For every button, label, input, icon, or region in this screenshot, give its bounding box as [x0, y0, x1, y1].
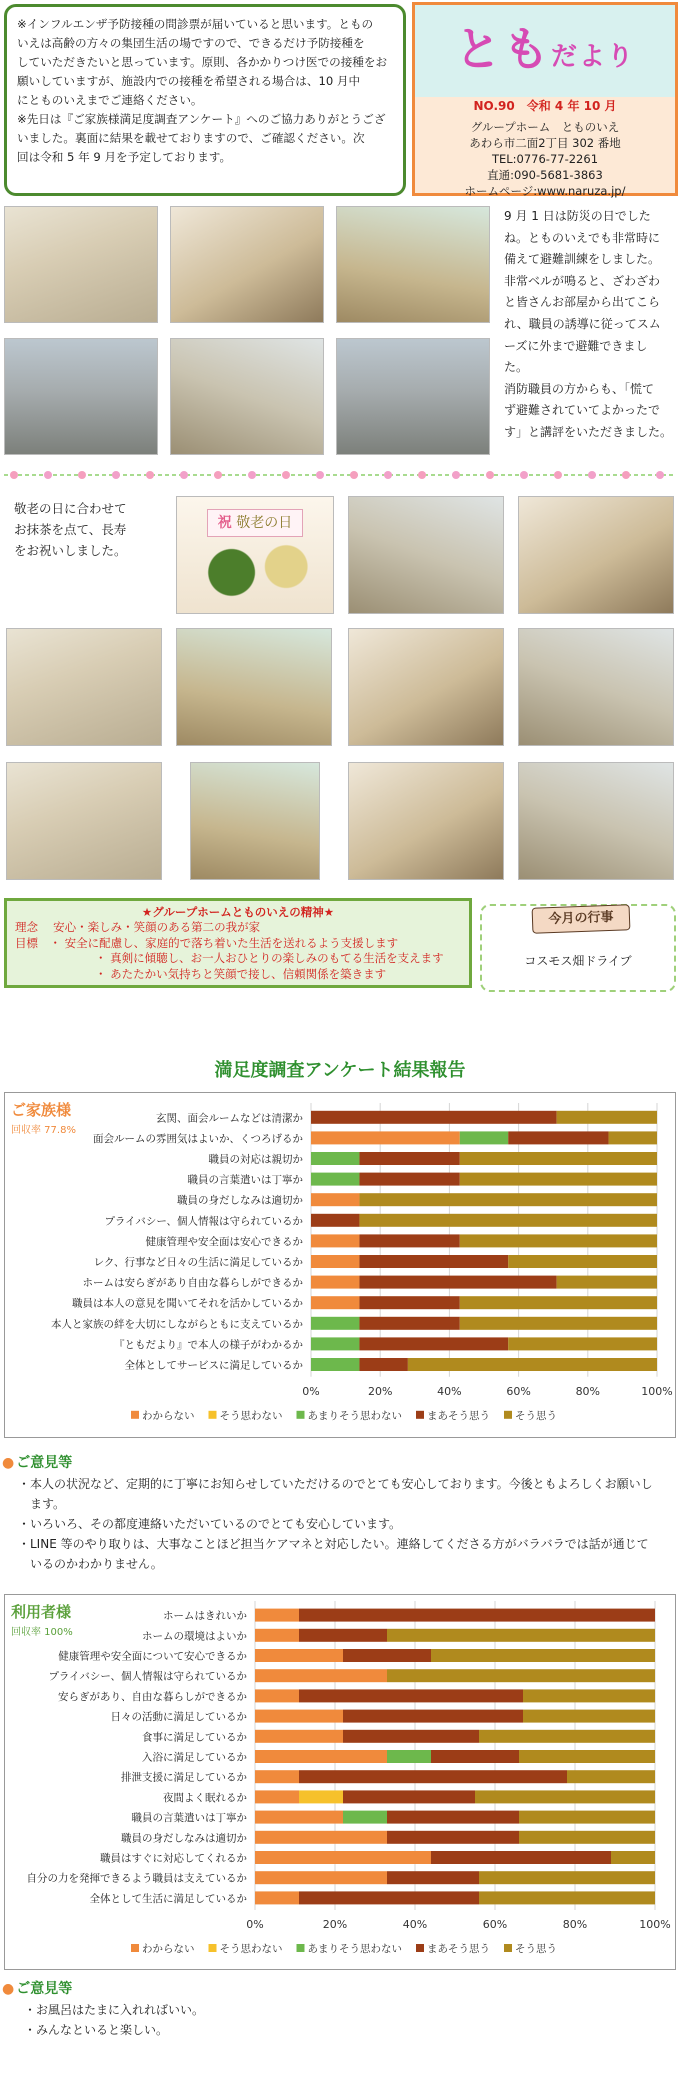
legend-swatch — [504, 1944, 512, 1952]
flower-icon — [656, 471, 664, 479]
bar-segment — [460, 1296, 657, 1309]
category-label: ホームはきれいか — [163, 1610, 247, 1623]
legend-label: そう思う — [515, 1409, 557, 1422]
bar-segment — [311, 1193, 359, 1206]
story-line: た。 — [504, 360, 529, 375]
issue-number: NO.90 令和 4 年 10 月 — [415, 97, 675, 117]
bar-segment — [387, 1811, 519, 1824]
family-opinion-title: ● ご意見等 — [2, 1452, 72, 1472]
bar-segment — [359, 1337, 508, 1350]
bar-segment — [387, 1629, 655, 1642]
philosophy-goal: ・ あたたかい気持ちと笑顔で接し、信頼関係を築きます — [95, 966, 387, 981]
story-line: 備えて避難訓練をしました。 — [504, 252, 661, 267]
flower-icon — [180, 471, 188, 479]
notice-box — [4, 4, 406, 196]
philosophy-goal — [15, 936, 461, 951]
rinen-label: 理念 — [15, 920, 38, 935]
users-label: 利用者様 — [11, 1603, 72, 1621]
keirou-photo — [176, 628, 332, 746]
keirou-sign — [207, 509, 303, 537]
x-tick-label: 60% — [506, 1384, 531, 1398]
notice-line: ※インフルエンザ予防接種の問診票が届いていると思います。ともの — [17, 17, 374, 31]
legend-swatch — [416, 1411, 424, 1419]
keirou-photo — [348, 496, 504, 614]
legend-swatch — [209, 1944, 217, 1952]
bar-segment — [359, 1255, 508, 1268]
keirou-line: お抹茶を点て、長寿 — [14, 522, 127, 537]
bar-segment — [255, 1629, 299, 1642]
drill-photo — [336, 338, 490, 455]
category-label: 職員の身だしなみは適切か — [121, 1832, 247, 1845]
category-label: 面会ルームの雰囲気はよいか、くつろげるか — [93, 1132, 303, 1145]
category-label: 健康管理や安全面は安心できるか — [145, 1235, 303, 1248]
org-name: グループホーム とものいえ — [470, 120, 620, 134]
x-tick-label: 40% — [437, 1384, 462, 1398]
story-line: ね。とものいえでも非常時に — [504, 230, 661, 245]
bar-segment — [508, 1337, 657, 1350]
category-label: プライバシー、個人情報は守られているか — [48, 1670, 247, 1683]
opinion-line: ・いろいろ、その都度連絡いただいているのでとても安心しています。 — [18, 1517, 402, 1531]
category-label: プライバシー、個人情報は守られているか — [104, 1215, 303, 1228]
monthly-event — [480, 904, 676, 992]
bar-segment — [359, 1152, 459, 1165]
legend-label: わからない — [142, 1943, 195, 1955]
goal-text: ・ 安全に配慮し、家庭的で落ち着いた生活を送れるよう支援します — [49, 935, 399, 950]
flower-icon — [554, 471, 562, 479]
bar-segment — [311, 1276, 359, 1289]
x-tick-label: 0% — [246, 1918, 264, 1931]
bar-segment — [359, 1234, 459, 1247]
opinion-line: ・お風呂はたまに入れればいい。 — [24, 2003, 205, 2017]
drill-photo — [170, 206, 324, 323]
bar-segment — [431, 1649, 655, 1662]
flower-icon — [452, 471, 460, 479]
legend-label: そう思わない — [219, 1943, 283, 1955]
users-recovery: 回収率 100% — [11, 1627, 73, 1638]
bar-segment — [311, 1111, 557, 1124]
flower-icon — [44, 471, 52, 479]
bar-segment — [255, 1609, 299, 1622]
bar-segment — [460, 1317, 657, 1330]
logo-small: だより — [550, 42, 635, 72]
notice-line: ※先日は『ご家族様満足度調査アンケート』へのご協力ありがとうござ — [17, 112, 386, 126]
rinen-text: 安心・楽しみ・笑顔のある第二の我が家 — [53, 920, 261, 935]
bar-segment — [255, 1669, 387, 1682]
bar-segment — [343, 1730, 479, 1743]
bar-segment — [523, 1689, 655, 1702]
drill-photo — [170, 338, 324, 455]
bar-segment — [255, 1851, 431, 1864]
bar-segment — [255, 1750, 387, 1763]
goal-label: 目標 — [15, 935, 38, 950]
survey-title: 満足度調査アンケート結果報告 — [214, 1060, 466, 1081]
bar-segment — [508, 1255, 657, 1268]
philosophy-box — [4, 898, 472, 988]
bar-segment — [479, 1871, 655, 1884]
category-label: 職員の対応は親切か — [208, 1153, 303, 1166]
story-line: ーズに外まで避難できまし — [504, 338, 648, 353]
opinion-line: ます。 — [18, 1497, 66, 1511]
category-label: 安らぎがあり、自由な暮らしができるか — [58, 1690, 247, 1703]
newsletter-logo — [455, 22, 635, 76]
legend-label: まあそう思う — [427, 1409, 490, 1422]
bar-segment — [431, 1851, 611, 1864]
bar-segment — [359, 1214, 657, 1227]
bar-segment — [255, 1790, 299, 1803]
category-label: 入浴に満足しているか — [142, 1751, 247, 1764]
bar-segment — [359, 1173, 459, 1186]
keirou-photo — [190, 762, 320, 880]
bar-segment — [255, 1871, 387, 1884]
bar-segment — [523, 1710, 655, 1723]
bar-segment — [311, 1296, 359, 1309]
bar-segment — [311, 1173, 359, 1186]
bar-segment — [343, 1811, 387, 1824]
category-label: 全体として生活に満足しているか — [89, 1892, 247, 1905]
logo-main: とも — [454, 22, 551, 76]
category-label: 排泄支援に満足しているか — [121, 1771, 247, 1784]
bar-segment — [343, 1790, 475, 1803]
bar-segment — [431, 1750, 519, 1763]
keirou-text — [14, 498, 164, 561]
flower-icon — [10, 471, 18, 479]
philosophy-goal: ・ 真剣に傾聴し、お一人おひとりの楽しみのもてる生活を支えます — [95, 951, 444, 966]
category-label: 日々の活動に満足しているか — [110, 1711, 247, 1724]
tel: TEL:0776-77-2261 — [491, 152, 599, 166]
category-label: ホームは安らぎがあり自由な暮らしができるか — [82, 1277, 303, 1290]
drill-story — [504, 206, 680, 444]
bar-segment — [255, 1689, 299, 1702]
bar-segment — [343, 1649, 431, 1662]
drill-photo — [4, 206, 158, 323]
keirou-photo — [6, 628, 162, 746]
bar-segment — [519, 1750, 655, 1763]
bar-segment — [311, 1234, 359, 1247]
bar-segment — [460, 1152, 657, 1165]
bar-segment — [387, 1669, 655, 1682]
bar-segment — [508, 1131, 608, 1144]
keirou-line: をお祝いしました。 — [14, 543, 127, 558]
users-opinion-title: ● ご意見等 — [2, 1978, 72, 1998]
bar-segment — [460, 1131, 508, 1144]
flower-icon — [418, 471, 426, 479]
notice-line: していただきたいと思っています。原則、各かかりつけ医での接種をお — [17, 55, 388, 69]
category-label: 健康管理や安全面について安心できるか — [58, 1650, 247, 1663]
bar-segment — [519, 1831, 655, 1844]
category-label: 自分の力を発揮できるよう職員は支えているか — [26, 1872, 247, 1885]
family-opinions — [18, 1474, 678, 1574]
flower-icon — [78, 471, 86, 479]
bar-segment — [359, 1358, 407, 1371]
sign-text: 敬老の日 — [236, 515, 293, 531]
bar-segment — [359, 1317, 459, 1330]
category-label: 食事に満足しているか — [142, 1731, 247, 1744]
bar-segment — [387, 1831, 519, 1844]
legend-label: わからない — [142, 1409, 195, 1422]
legend-swatch — [297, 1411, 305, 1419]
x-tick-label: 80% — [575, 1384, 601, 1398]
bar-segment — [567, 1770, 655, 1783]
matcha-photo — [176, 496, 334, 614]
bar-segment — [359, 1193, 657, 1206]
bar-segment — [299, 1790, 343, 1803]
opinion-line: ・本人の状況など、定期的に丁寧にお知らせしていただけるのでとても安心しております。今後ともよろしくお願いし — [18, 1477, 653, 1491]
philosophy-rinen — [15, 920, 461, 935]
legend-label: まあそう思う — [427, 1943, 490, 1955]
bar-segment — [255, 1710, 343, 1723]
x-tick-label: 100% — [641, 1384, 673, 1398]
flower-icon — [350, 471, 358, 479]
x-tick-label: 60% — [482, 1918, 508, 1931]
bar-segment — [387, 1750, 431, 1763]
keirou-photo — [348, 762, 504, 880]
x-tick-label: 80% — [562, 1918, 588, 1931]
bar-segment — [311, 1358, 359, 1371]
bar-segment — [299, 1609, 655, 1622]
legend-swatch — [131, 1411, 139, 1419]
opinion-line: ・LINE 等のやり取りは、大事なことほど担当ケアマネと対応したい。連絡してくださる方がバラバラでは話が通じて — [18, 1537, 649, 1551]
legend-label: そう思わない — [219, 1409, 283, 1422]
bar-segment — [359, 1276, 556, 1289]
category-label: レク、行事など日々の生活に満足しているか — [93, 1256, 303, 1269]
bar-segment — [299, 1629, 387, 1642]
legend-swatch — [416, 1944, 424, 1952]
story-line: 9 月 1 日は防災の日でした — [504, 209, 651, 223]
flower-icon — [520, 471, 528, 479]
bar-segment — [557, 1111, 657, 1124]
drill-photo — [336, 206, 490, 323]
masthead — [412, 2, 678, 196]
direct-tel: 直通:090-5681-3863 — [487, 168, 603, 182]
keirou-photo — [6, 762, 162, 880]
story-line: 非常ベルが鳴ると、ざわざわ — [504, 273, 661, 288]
bar-segment — [611, 1851, 655, 1864]
flower-icon — [316, 471, 324, 479]
bar-segment — [311, 1255, 359, 1268]
bar-segment — [311, 1152, 359, 1165]
bar-segment — [255, 1649, 343, 1662]
users-chart — [5, 1595, 677, 1971]
sign-iwai: 祝 — [217, 515, 232, 531]
notice-line: にとものいえまでご連絡ください。 — [17, 93, 203, 107]
story-line: す」と講評をいただきました。 — [504, 424, 673, 439]
bar-segment — [255, 1770, 299, 1783]
legend-swatch — [297, 1944, 305, 1952]
bar-segment — [311, 1317, 359, 1330]
bar-segment — [460, 1173, 657, 1186]
x-tick-label: 100% — [639, 1918, 671, 1931]
category-label: 職員の言葉遣いは丁寧か — [187, 1174, 303, 1187]
x-tick-label: 0% — [302, 1384, 320, 1398]
category-label: 本人と家族の絆を大切にしながらともに支えているか — [51, 1318, 303, 1331]
story-line: 消防職員の方からも、「慌て — [504, 381, 655, 396]
family-recovery: 回収率 77.8% — [11, 1125, 76, 1136]
keirou-photo — [518, 628, 674, 746]
opinion-line: ・みんなといると楽しい。 — [24, 2023, 169, 2037]
address: あわら市二面2丁目 302 番地 — [469, 136, 621, 150]
bar-segment — [343, 1710, 523, 1723]
category-label: 玄関、面会ルームなどは清潔か — [156, 1112, 303, 1125]
masthead-info — [415, 117, 675, 198]
drill-photo — [4, 338, 158, 455]
family-chart — [5, 1093, 677, 1439]
notice-line: 回は令和 5 年 9 月を予定しております。 — [17, 150, 232, 164]
legend-swatch — [504, 1411, 512, 1419]
bar-segment — [460, 1234, 657, 1247]
bar-segment — [255, 1730, 343, 1743]
bar-segment — [299, 1770, 567, 1783]
category-label: 職員の身だしなみは適切か — [177, 1194, 303, 1207]
bar-segment — [311, 1337, 359, 1350]
bar-segment — [479, 1891, 655, 1904]
notice-line: いえは高齢の方々の集団生活の場ですので、できるだけ予防接種を — [17, 36, 365, 50]
bar-segment — [359, 1296, 459, 1309]
flower-icon — [214, 471, 222, 479]
story-line: れ、職員の誘導に従ってスム — [504, 316, 661, 331]
x-tick-label: 40% — [402, 1918, 428, 1931]
masthead-logo-area — [415, 5, 675, 97]
legend-swatch — [131, 1944, 139, 1952]
legend-label: そう思う — [515, 1943, 557, 1955]
philosophy-title: ★グループホームとものいえの精神★ — [141, 905, 335, 919]
family-label: ご家族様 — [11, 1101, 72, 1119]
event-tag: 今月の行事 — [532, 904, 631, 933]
family-chart-box — [4, 1092, 676, 1438]
notice-line: 願いしていますが、施設内での接種を希望される場合は、10 月中 — [17, 74, 361, 88]
legend-label: あまりそう思わない — [307, 1943, 402, 1955]
keirou-line: 敬老の日に合わせて — [14, 501, 127, 516]
bar-segment — [387, 1871, 479, 1884]
bar-segment — [299, 1891, 479, 1904]
category-label: 職員の言葉遣いは丁寧か — [131, 1812, 247, 1825]
story-line: と皆さんお部屋から出てこら — [504, 295, 661, 310]
category-label: 『ともだより』で本人の様子がわかるか — [114, 1338, 303, 1351]
bar-segment — [255, 1891, 299, 1904]
bar-segment — [479, 1730, 655, 1743]
flower-divider — [0, 466, 680, 484]
keirou-photo — [518, 496, 674, 614]
flower-icon — [384, 471, 392, 479]
flower-icon — [112, 471, 120, 479]
flower-icon — [622, 471, 630, 479]
website: ホームページ:www.naruza.jp/ — [464, 184, 626, 198]
category-label: 職員はすぐに対応してくれるか — [100, 1852, 247, 1865]
x-tick-label: 20% — [367, 1384, 393, 1398]
bar-segment — [475, 1790, 655, 1803]
users-chart-box — [4, 1594, 676, 1970]
users-opinions — [24, 2000, 664, 2040]
legend-label: あまりそう思わない — [307, 1409, 402, 1422]
keirou-photo — [518, 762, 674, 880]
bar-segment — [311, 1214, 359, 1227]
category-label: 全体としてサービスに満足しているか — [124, 1359, 303, 1372]
bar-segment — [299, 1689, 523, 1702]
flower-icon — [282, 471, 290, 479]
x-tick-label: 20% — [322, 1918, 348, 1931]
flower-icon — [146, 471, 154, 479]
bar-segment — [255, 1831, 387, 1844]
story-line: ず避難されていてよかったで — [504, 403, 661, 418]
flower-icon — [486, 471, 494, 479]
bar-segment — [557, 1276, 657, 1289]
keirou-photo — [348, 628, 504, 746]
bar-segment — [255, 1811, 343, 1824]
category-label: 職員は本人の意見を聞いてそれを活かしているか — [72, 1297, 303, 1310]
category-label: 夜間よく眠れるか — [163, 1791, 247, 1804]
flower-icon — [248, 471, 256, 479]
bar-segment — [311, 1131, 460, 1144]
event-body: コスモス畑ドライブ — [524, 954, 632, 968]
notice-line: いました。裏面に結果を載せておりますので、ご確認ください。次 — [17, 131, 365, 145]
bar-segment — [408, 1358, 657, 1371]
legend-swatch — [209, 1411, 217, 1419]
flower-icon — [588, 471, 596, 479]
bar-segment — [519, 1811, 655, 1824]
bar-segment — [609, 1131, 657, 1144]
opinion-line: いるのかわかりません。 — [18, 1557, 163, 1571]
category-label: ホームの環境はよいか — [142, 1630, 247, 1643]
